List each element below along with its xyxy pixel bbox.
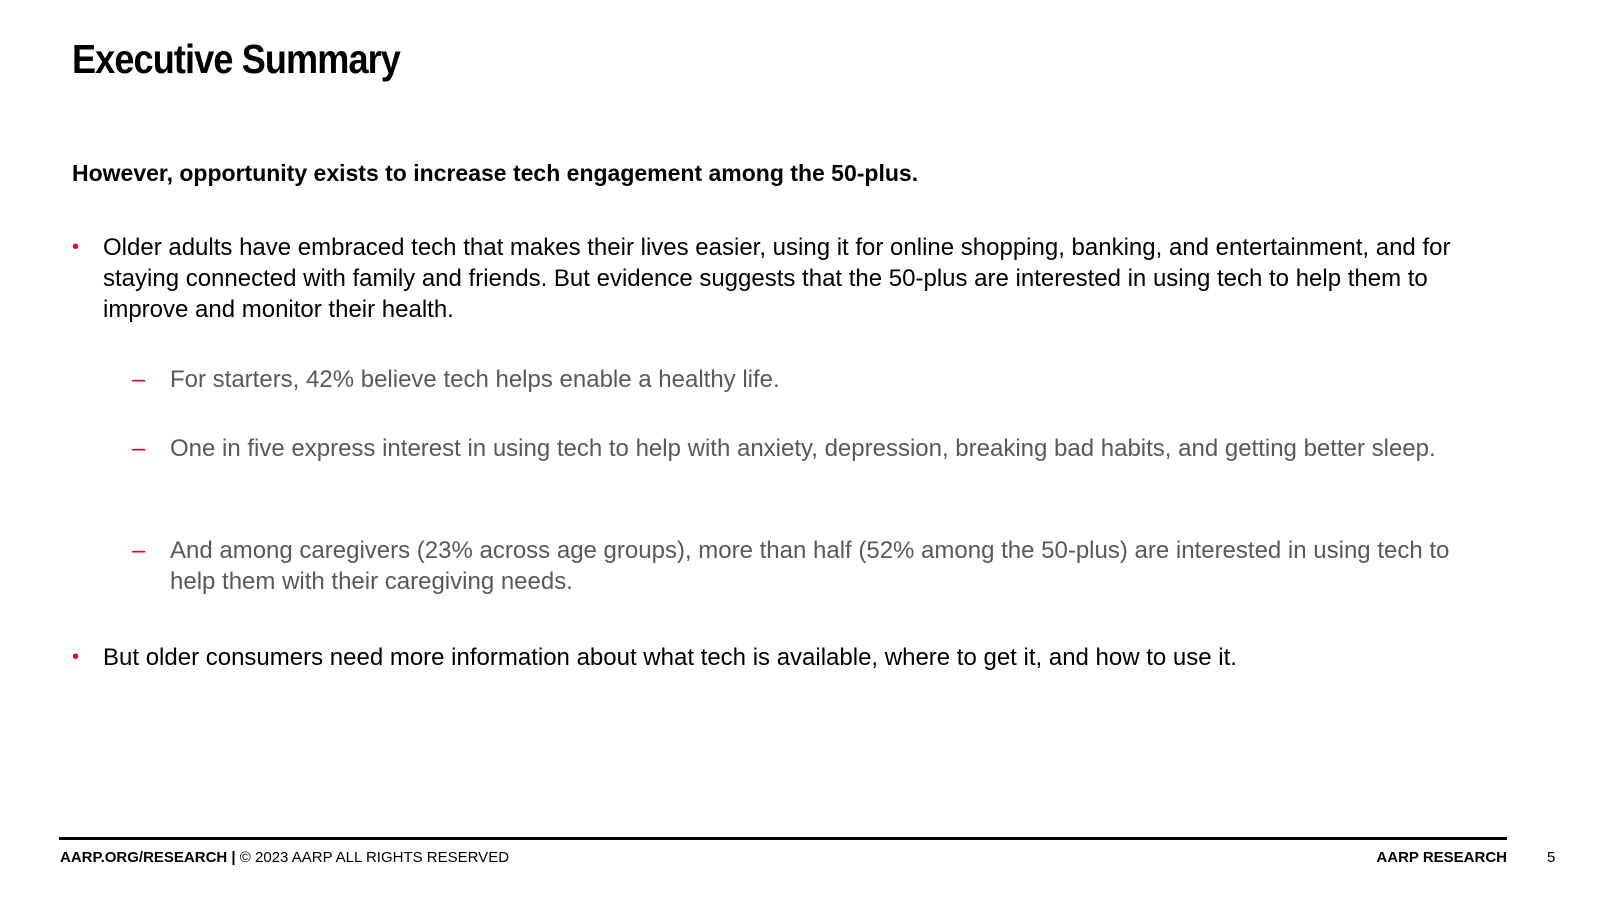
sub-bullet-text: For starters, 42% believe tech helps enable a healthy life.	[170, 366, 780, 393]
dash-marker: –	[132, 537, 146, 564]
sub-bullet-item	[132, 364, 1452, 395]
bullet-text: Older adults have embraced tech that makes their lives easier, using it for online shopping, banking, and entertainment, and for staying connected with family and friends. But evidence suggests that the 50-plus are interested in using tech to help them to improve and monitor their health.	[103, 234, 1451, 323]
sub-bullet-item	[132, 535, 1452, 597]
page-number: 5	[1547, 849, 1556, 866]
dash-marker: –	[132, 366, 146, 393]
sub-bullet-text: One in five express interest in using tech to help with anxiety, depression, breaking bad habits, and getting better sleep.	[170, 435, 1436, 462]
footer-divider	[59, 837, 1507, 840]
slide-title: Executive Summary	[72, 36, 400, 82]
bullet-text: But older consumers need more information about what tech is available, where to get it, and how to use it.	[103, 644, 1237, 671]
bullet-marker: •	[72, 236, 80, 258]
sub-bullet-item	[132, 433, 1452, 464]
footer-brand: AARP RESEARCH	[1376, 849, 1507, 866]
bullet-marker: •	[72, 646, 80, 668]
sub-bullet-text: And among caregivers (23% across age groups), more than half (52% among the 50-plus) are interested in using tech to help them with their caregiving needs.	[170, 537, 1450, 595]
footer-rights: © 2023 AARP ALL RIGHTS RESERVED	[239, 849, 510, 866]
footer-site-link[interactable]: AARP.ORG/RESEARCH	[60, 849, 228, 866]
slide-subtitle: However, opportunity exists to increase tech engagement among the 50-plus.	[72, 160, 919, 186]
footer-separator: |	[227, 849, 240, 866]
bullet-item	[72, 642, 1492, 673]
dash-marker: –	[132, 435, 146, 462]
footer-copyright	[60, 849, 509, 866]
bullet-item	[72, 232, 1492, 325]
